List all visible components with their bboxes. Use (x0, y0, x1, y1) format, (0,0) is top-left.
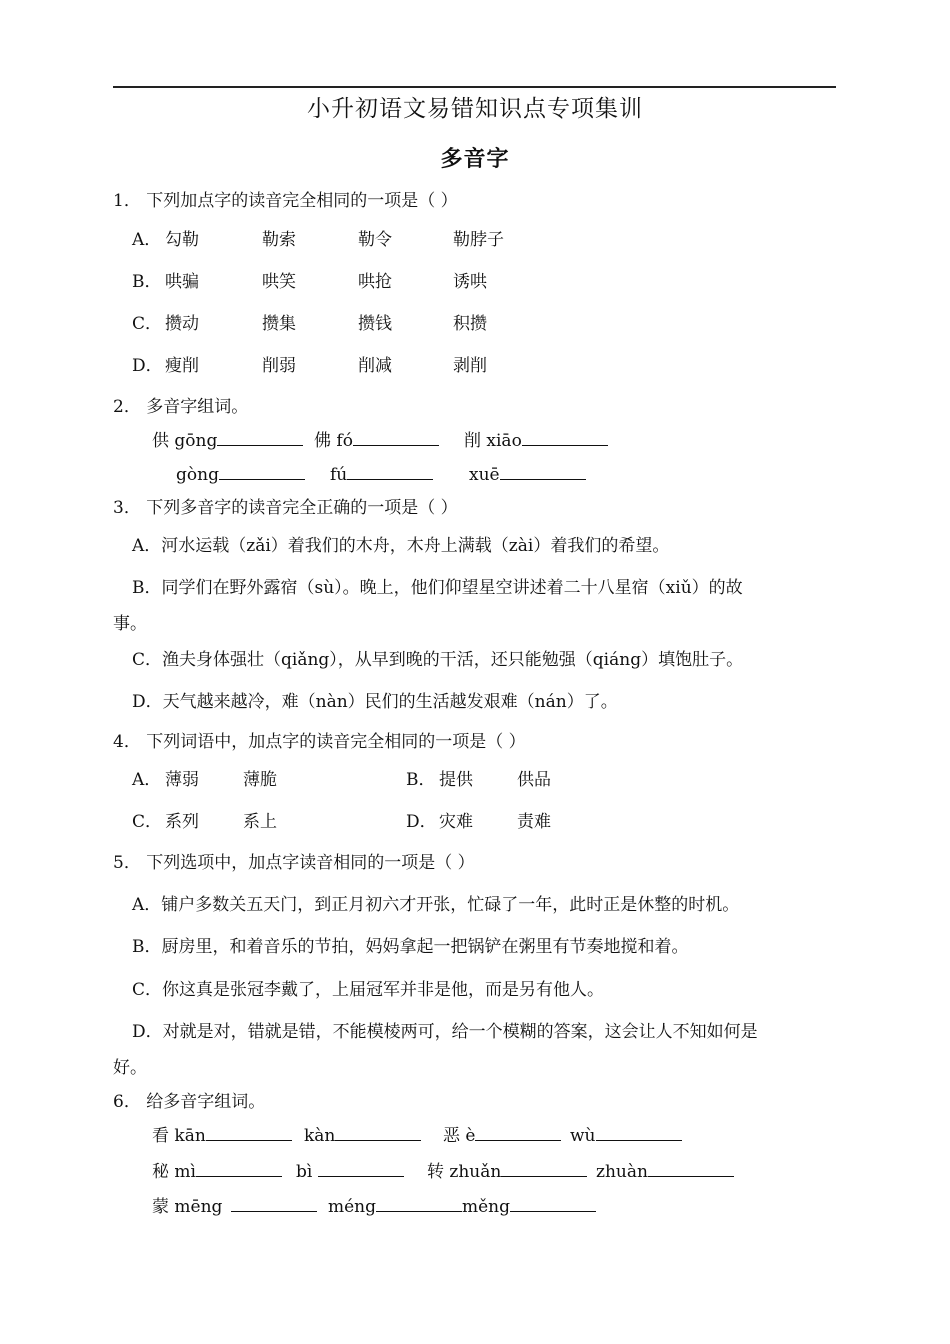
q3-stem: 3． 下列多音字的读音完全正确的一项是（ ） (113, 498, 458, 518)
q1-option-c-label: C． (132, 314, 163, 334)
q6-row1-cell3 (443, 1124, 561, 1148)
q6-row3-prompt-2: méng (328, 1197, 377, 1217)
q1-option-c-word-2: 攒集 (262, 314, 296, 334)
answer-blank[interactable] (231, 1195, 317, 1212)
q4-option-d-word-2: 责难 (517, 812, 551, 832)
q2-row2-cell1 (176, 463, 305, 487)
answer-blank[interactable] (500, 463, 586, 480)
q6-row3-prompt-3: měng (462, 1197, 511, 1217)
q4-option-b-label: B． (406, 770, 436, 790)
q1-option-a-word-3: 勒令 (358, 230, 392, 250)
q4-option-d-word-1: 灾难 (439, 812, 473, 832)
answer-blank[interactable] (522, 429, 608, 446)
q2-row1-prompt-2: 佛 fó (314, 431, 353, 451)
q2-row1-cell1 (152, 429, 303, 453)
q6-row2-prompt-2: bì (296, 1162, 313, 1182)
q6-row3-cell2 (328, 1195, 462, 1219)
q1-option-d-word-1: 瘦削 (165, 356, 199, 376)
q4-option-b-word-1: 提供 (439, 770, 473, 790)
answer-blank[interactable] (219, 463, 305, 480)
q1-option-b-word-1: 哄骗 (165, 272, 199, 292)
answer-blank[interactable] (501, 1160, 587, 1177)
answer-blank[interactable] (318, 1160, 404, 1177)
q3-option-b-cont: 事。 (113, 614, 147, 634)
header-rule (113, 86, 836, 88)
answer-blank[interactable] (217, 429, 303, 446)
q2-row1-prompt-3: 削 xiāo (464, 431, 522, 451)
q6-stem: 6． 给多音字组词。 (113, 1092, 266, 1112)
q2-row2-prompt-2: fú (330, 465, 348, 485)
q6-row2-cell4 (596, 1160, 734, 1184)
q1-option-a-label: A． (132, 230, 162, 250)
q6-row1-prompt-4: wù (570, 1126, 596, 1146)
answer-blank[interactable] (510, 1195, 596, 1212)
q1-option-d-word-2: 削弱 (262, 356, 296, 376)
q3-option-a: A．河水运载（zǎi）着我们的木舟，木舟上满载（zài）着我们的希望。 (132, 536, 670, 556)
answer-blank[interactable] (648, 1160, 734, 1177)
q6-row1-cell1 (152, 1124, 292, 1148)
q4-option-a-word-1: 薄弱 (165, 770, 199, 790)
q5-option-a: A．铺户多数关五天门，到正月初六才开张，忙碌了一年，此时正是休整的时机。 (132, 895, 740, 915)
q5-option-d: D．对就是对，错就是错，不能模棱两可，给一个模糊的答案，这会让人不知如何是 (132, 1022, 758, 1042)
q2-stem: 2． 多音字组词。 (113, 397, 249, 417)
q1-option-d-word-4: 剥削 (453, 356, 487, 376)
q1-option-b-word-2: 哄笑 (262, 272, 296, 292)
q5-stem: 5． 下列选项中，加点字读音相同的一项是（ ） (113, 853, 475, 873)
q2-row2-prompt-1: gòng (176, 465, 219, 485)
answer-blank[interactable] (335, 1124, 421, 1141)
q4-option-c-label: C． (132, 812, 163, 832)
answer-blank[interactable] (353, 429, 439, 446)
answer-blank[interactable] (376, 1195, 462, 1212)
answer-blank[interactable] (196, 1160, 282, 1177)
q2-row1-cell2 (314, 429, 439, 453)
q4-stem: 4． 下列词语中，加点字的读音完全相同的一项是（ ） (113, 732, 526, 752)
q4-option-a-label: A． (132, 770, 162, 790)
q5-option-c: C．你这真是张冠李戴了，上届冠军并非是他，而是另有他人。 (132, 980, 605, 1000)
q6-row1-prompt-2: kàn (304, 1126, 336, 1146)
q1-option-d-word-3: 削减 (358, 356, 392, 376)
q5-option-d-cont: 好。 (113, 1058, 147, 1078)
q6-row1-cell2 (304, 1124, 421, 1148)
q4-option-a-word-2: 薄脆 (243, 770, 277, 790)
q2-row2-cell2 (330, 463, 433, 487)
page-title: 小升初语文易错知识点专项集训 (307, 96, 643, 122)
q1-option-b-label: B． (132, 272, 162, 292)
q2-row1-cell3 (464, 429, 608, 453)
q6-row2-cell2 (296, 1160, 404, 1184)
q6-row2-prompt-4: zhuàn (596, 1162, 648, 1182)
q6-row3-cell1 (152, 1195, 317, 1219)
q3-option-c: C．渔夫身体强壮（qiǎng），从早到晚的干活，还只能勉强（qiáng）填饱肚子。 (132, 650, 744, 670)
q1-option-c-word-3: 攒钱 (358, 314, 392, 334)
q4-option-c-word-1: 系列 (165, 812, 199, 832)
q2-row1-prompt-1: 供 gōng (152, 431, 218, 451)
answer-blank[interactable] (475, 1124, 561, 1141)
q1-option-a-word-2: 勒索 (262, 230, 296, 250)
q1-option-a-word-4: 勒脖子 (453, 230, 504, 250)
q2-row2-prompt-3: xuē (469, 465, 500, 485)
q4-option-b-word-2: 供品 (517, 770, 551, 790)
q2-row2-cell3 (469, 463, 586, 487)
q6-row2-prompt-1: 秘 mì (152, 1162, 196, 1182)
q1-option-c-word-1: 攒动 (165, 314, 199, 334)
q6-row1-prompt-3: 恶 è (443, 1126, 476, 1146)
answer-blank[interactable] (347, 463, 433, 480)
q1-option-b-word-4: 诱哄 (453, 272, 487, 292)
q3-option-b: B．同学们在野外露宿（sù）。晚上，他们仰望星空讲述着二十八星宿（xiǔ）的故 (132, 578, 743, 598)
q3-option-d: D．天气越来越冷，难（nàn）民们的生活越发艰难（nán）了。 (132, 692, 618, 712)
q1-option-c-word-4: 积攒 (453, 314, 487, 334)
q1-option-b-word-3: 哄抢 (358, 272, 392, 292)
q6-row2-cell1 (152, 1160, 282, 1184)
answer-blank[interactable] (596, 1124, 682, 1141)
q6-row3-cell3 (462, 1195, 596, 1219)
q6-row1-cell4 (570, 1124, 682, 1148)
q6-row2-cell3 (427, 1160, 587, 1184)
q1-option-d-label: D． (132, 356, 163, 376)
q6-row1-prompt-1: 看 kān (152, 1126, 206, 1146)
q1-option-a-word-1: 勾勒 (165, 230, 199, 250)
q1-stem: 1． 下列加点字的读音完全相同的一项是（ ） (113, 191, 458, 211)
q4-option-d-label: D． (406, 812, 437, 832)
page-subtitle: 多音字 (440, 147, 510, 172)
q5-option-b: B．厨房里，和着音乐的节拍，妈妈拿起一把锅铲在粥里有节奏地搅和着。 (132, 937, 689, 957)
answer-blank[interactable] (206, 1124, 292, 1141)
q4-option-c-word-2: 系上 (243, 812, 277, 832)
q6-row3-prompt-1: 蒙 mēng (152, 1197, 223, 1217)
q6-row2-prompt-3: 转 zhuǎn (427, 1162, 502, 1182)
